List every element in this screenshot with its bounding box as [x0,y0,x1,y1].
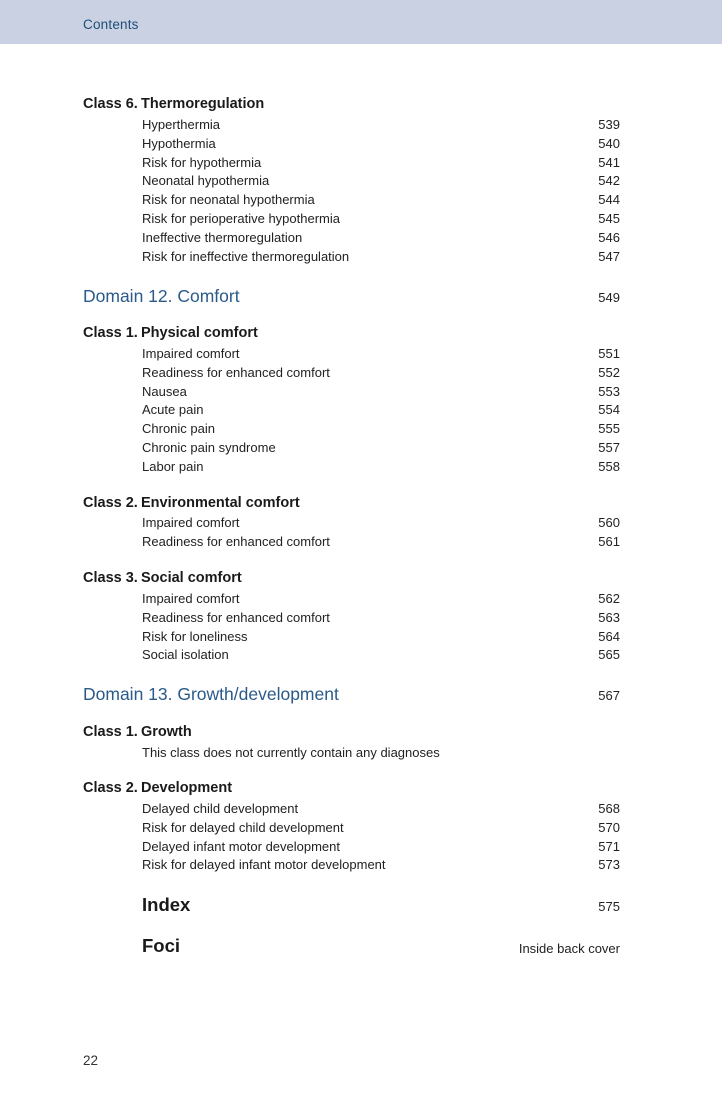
toc-entry-page-number: 544 [598,192,620,208]
toc-entry-label[interactable]: Delayed child development [142,801,299,816]
toc-entry-page-number: 561 [598,533,620,549]
toc-entry-page-number: 571 [598,838,620,854]
header-band [0,0,722,44]
toc-entry-page-number: 557 [598,440,620,455]
toc-entry-page-number: 562 [598,591,620,606]
toc-entry-label[interactable]: Risk for perioperative hypothermia [142,211,340,226]
toc-entry-label[interactable]: Risk for hypothermia [142,154,262,170]
class-title: Social comfort [141,570,242,586]
domain-page-number: 567 [598,688,620,703]
toc-entry-label[interactable]: Ineffective thermoregulation [142,229,303,245]
toc-entry-label[interactable]: Chronic pain syndrome [142,440,276,455]
toc-entry-label[interactable]: Nausea [142,383,187,399]
class-number: Class 6. [83,96,138,112]
toc-entry-page-number: 560 [598,515,620,530]
class-title: Growth [141,724,192,740]
toc-entry-page-number: 541 [598,154,620,170]
toc-entry-page-number: 554 [598,402,620,418]
domain-heading[interactable]: Domain 12. Comfort [83,286,240,306]
class-heading [83,325,258,341]
class-number: Class 1. [83,724,138,740]
class-heading [83,96,264,112]
toc-entry-label[interactable]: Chronic pain [142,421,215,437]
toc-entry-label[interactable]: Readiness for enhanced comfort [142,609,330,625]
toc-entry-page-number: 570 [598,819,620,835]
toc-entry-page-number: 545 [598,211,620,226]
toc-entry-label[interactable]: Readiness for enhanced comfort [142,533,330,549]
toc-entry-page-number: 555 [598,421,620,437]
toc-entry-label[interactable]: Impaired comfort [142,591,240,606]
toc-entry-label[interactable]: Risk for loneliness [142,628,248,644]
class-heading [83,724,192,740]
domain-heading[interactable]: Domain 13. Growth/development [83,684,339,704]
class-number: Class 3. [83,570,138,586]
toc-entry-page-number: 563 [598,609,620,625]
toc-entry-label[interactable]: Hyperthermia [142,117,221,132]
toc-entry-page-number: 552 [598,364,620,380]
page-number-footer: 22 [83,1053,99,1068]
index-heading[interactable]: Index [142,894,191,915]
foci-heading[interactable]: Foci [142,935,181,956]
class-note: This class does not currently contain any diagnoses [142,745,440,760]
toc-entry-label[interactable]: Neonatal hypothermia [142,173,270,189]
class-number: Class 2. [83,780,138,796]
toc-entry-label[interactable]: Risk for neonatal hypothermia [142,192,315,208]
toc-entry-label[interactable]: Readiness for enhanced comfort [142,364,330,380]
toc-entry-label[interactable]: Acute pain [142,402,204,418]
toc-entry-label[interactable]: Impaired comfort [142,515,240,530]
toc-entry-page-number: 558 [598,458,620,474]
toc-entry-label[interactable]: Risk for delayed infant motor development [142,857,386,873]
toc-entry-label[interactable]: Impaired comfort [142,346,240,361]
class-title: Thermoregulation [141,96,265,112]
running-header-title: Contents [83,17,139,32]
toc-entry-page-number: 553 [598,383,620,399]
toc-entry-label[interactable]: Delayed infant motor development [142,838,341,854]
toc-entry-label[interactable]: Hypothermia [142,135,216,151]
toc-entry-page-number: 564 [598,628,620,644]
domain-page-number: 549 [598,290,620,305]
class-title: Environmental comfort [141,495,300,511]
class-title: Physical comfort [141,325,258,341]
class-number: Class 2. [83,495,138,511]
toc-entry-page-number: 542 [598,173,620,189]
toc-entry-page-number: 565 [598,647,620,663]
toc-entry-page-number: 539 [598,117,620,132]
toc-entry-label[interactable]: Risk for ineffective thermoregulation [142,248,350,264]
class-heading [83,570,242,586]
toc-entry-page-number: 568 [598,801,620,816]
class-number: Class 1. [83,325,138,341]
index-page-number: 575 [598,899,620,914]
toc-entry-page-number: 573 [598,857,620,873]
class-heading [83,780,232,796]
toc-entry-label[interactable]: Labor pain [142,458,204,474]
toc-entry-label[interactable]: Risk for delayed child development [142,819,344,835]
toc-entry-page-number: 547 [598,248,620,264]
toc-entry-page-number: 546 [598,229,620,245]
foci-page-number: Inside back cover [518,941,620,956]
toc-entry-page-number: 540 [598,135,620,151]
class-title: Development [141,780,233,796]
toc-entry-page-number: 551 [598,346,620,361]
toc-entry-label[interactable]: Social isolation [142,647,229,663]
class-heading [83,495,300,511]
